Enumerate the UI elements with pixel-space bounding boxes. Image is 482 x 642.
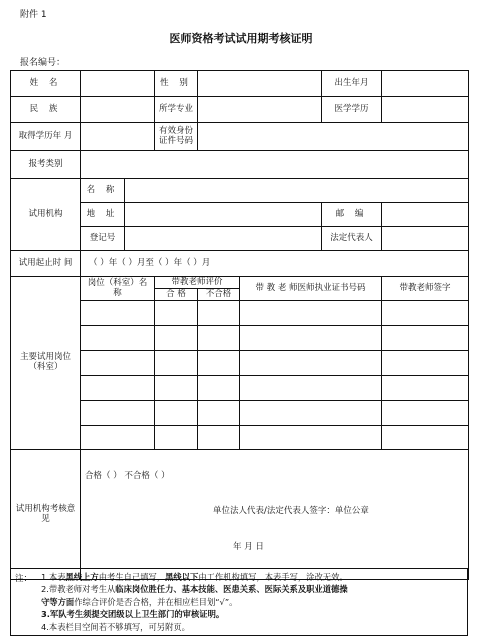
page-title: 医师资格考试试用期考核证明 <box>169 32 313 45</box>
note-item: 1.本表黑线上方由考生自己填写，黑线以下由工作机构填写，本表手写，涂改无效。 <box>41 572 348 582</box>
major-label: 所学专业 <box>155 97 198 123</box>
org-address-label: 地 址 <box>81 203 125 227</box>
opinion-result: 合格（ ） 不合格（ ） <box>85 471 170 481</box>
org-address-value-cell <box>125 203 322 227</box>
name-label: 姓 名 <box>11 71 81 97</box>
main-posts-label: 主要试用岗位（科室） <box>11 277 81 450</box>
birth-label: 出生年月 <box>322 71 382 97</box>
certification-form <box>10 70 469 580</box>
birth-value-cell <box>382 71 469 97</box>
notes-box <box>10 568 468 636</box>
teacher-sign-header: 带教老师签字 <box>382 277 469 301</box>
teacher-cert-header: 带 教 老 师医师执业证书号码 <box>240 277 382 301</box>
name-value-cell <box>81 71 155 97</box>
post-name-header: 岗位（科室）名 称 <box>81 277 155 301</box>
id-number-label: 有效身份证件号码 <box>155 123 198 151</box>
org-reg-no-value-cell <box>125 227 322 251</box>
opinion-signature: 单位法人代表/法定代表人签字：单位公章 <box>213 505 369 516</box>
org-opinion-cell <box>81 450 469 580</box>
org-legal-rep-label: 法定代表人 <box>322 227 382 251</box>
degree-label: 医学学历 <box>322 97 382 123</box>
org-legal-rep-value-cell <box>382 227 469 251</box>
degree-value-cell <box>382 97 469 123</box>
gender-value-cell <box>198 71 322 97</box>
org-name-label: 名 称 <box>81 179 125 203</box>
notes-label: 注： <box>15 574 33 584</box>
eval-pass-header: 合 格 <box>155 289 198 301</box>
gender-label: 性 别 <box>155 71 198 97</box>
id-number-value-cell <box>198 123 469 151</box>
opinion-date: 年 月 日 <box>233 541 264 552</box>
note-item: 2.带教老师对考生从临床岗位胜任力、基本技能、医患关系、医际关系及职业道德操 <box>41 584 348 595</box>
ethnicity-value-cell <box>81 97 155 123</box>
registration-number-label: 报名编号： <box>20 58 66 68</box>
education-time-value-cell <box>81 123 155 151</box>
org-name-value-cell <box>125 179 469 203</box>
ethnicity-label: 民 族 <box>11 97 81 123</box>
org-reg-no-label: 登记号 <box>81 227 125 251</box>
trial-period-label: 试用起止时 间 <box>11 251 81 277</box>
attachment-label: 附件 1 <box>20 10 47 20</box>
note-item: 4.本表栏目空间若不够填写，可另附页。 <box>41 621 190 632</box>
trial-period-value: （ ）年（ ）月至（ ）年（ ）月 <box>81 251 469 277</box>
org-opinion-label: 试用机构考核意见 <box>11 450 81 580</box>
exam-category-value-cell <box>81 151 469 179</box>
trial-org-label: 试用机构 <box>11 179 81 251</box>
note-item: 3.军队考生须提交团级以上卫生部门的审核证明。 <box>41 609 225 620</box>
eval-fail-header: 不合格 <box>198 289 240 301</box>
major-value-cell <box>198 97 322 123</box>
org-postcode-value-cell <box>382 203 469 227</box>
exam-category-label: 报考类别 <box>11 151 81 179</box>
teacher-eval-header: 带教老师评价 <box>155 277 240 289</box>
education-time-label: 取得学历年 月 <box>11 123 81 151</box>
org-postcode-label: 邮 编 <box>322 203 382 227</box>
notes-list <box>41 571 461 633</box>
note-item: 守等方面作综合评价是否合格，并在相应栏目划“√”。 <box>41 596 238 607</box>
